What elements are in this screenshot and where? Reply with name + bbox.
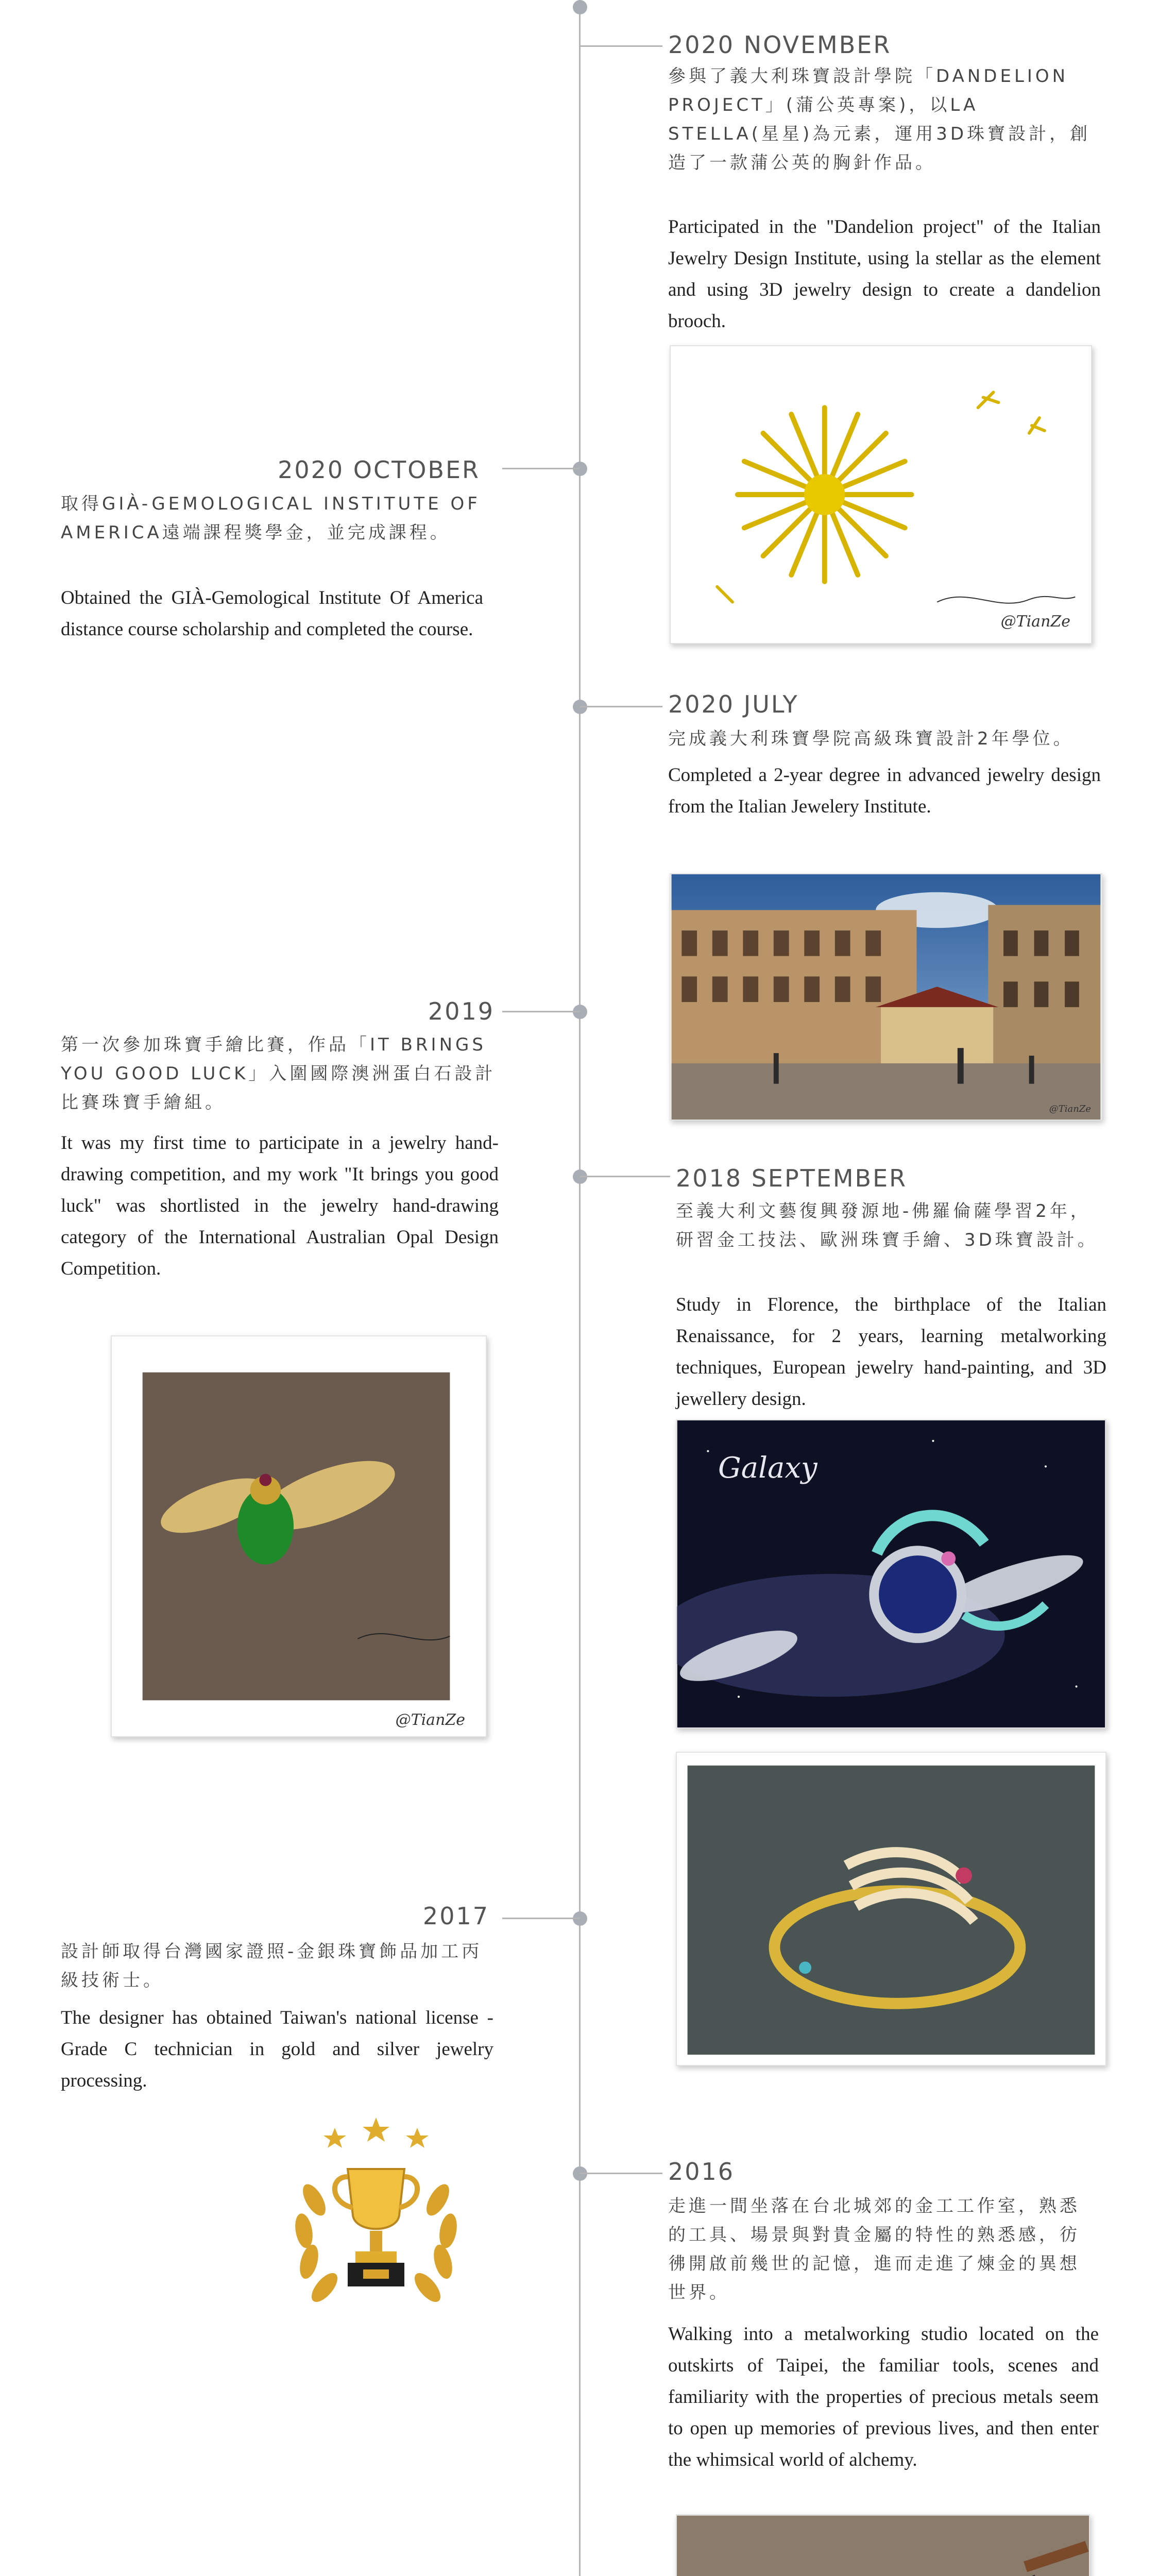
timeline-connector (580, 1176, 670, 1177)
metal-workbench-image (677, 2515, 1089, 2576)
year-heading: 2017 (422, 1902, 489, 1930)
timeline-connector (502, 468, 580, 469)
entry-text-chinese: 第一次參加珠寶手繪比賽，作品「IT BRINGS YOU GOOD LUCK」入圍國際澳洲蛋白石設計比賽珠寶手繪組。 (61, 1035, 496, 1113)
metal-workbench-photo (676, 2514, 1090, 2576)
timeline-connector (580, 2173, 662, 2174)
signature: @TianZe (395, 1711, 465, 1729)
entry-text-english: Walking into a metalworking studio located on the outskirts of Taipei, the familiar tools, scenes and familiarity with the properties of precious metals seem to open up memories of previous lives, and then enter the whimsical world of alchemy. (668, 2324, 1099, 2470)
timeline-connector (580, 45, 662, 47)
year-heading: 2016 (668, 2158, 735, 2185)
entry-text-english: The designer has obtained Taiwan's national license - Grade C technician in gold and silver jewelry processing. (61, 2007, 493, 2091)
florence-carousel-photo (670, 873, 1102, 1121)
entry-text-chinese: 完成義大利珠寶學院高級珠寶設計2年學位。 (668, 728, 1074, 749)
trophy-illustration (258, 2112, 495, 2329)
entry-text-english: Completed a 2-year degree in advanced jewelry design from the Italian Jewelery Institute. (668, 765, 1101, 817)
timeline-connector (502, 1918, 580, 1919)
dandelion-brooch-photo (670, 345, 1092, 644)
entry-text-english: Obtained the GIÀ-Gemological Institute Of America distance course scholarship and completed the course. (61, 587, 483, 640)
beetle-drawing-photo (111, 1335, 487, 1737)
trophy-icon (258, 2112, 495, 2329)
year-heading: 2020 NOVEMBER (668, 31, 892, 59)
gem-bangle-image (677, 1753, 1105, 2065)
dandelion-brooch-image (671, 346, 1091, 643)
timeline-connector (580, 706, 662, 707)
entry-text-chinese: 至義大利文藝復興發源地-佛羅倫薩學習2年，研習金工技法、歐洲珠寶手繪、3D珠寶設計。 (676, 1201, 1098, 1250)
entry-text-english: Study in Florence, the birthplace of the Italian Renaissance, for 2 years, learning metalworking techniques, European jewelry hand-painting, and 3D jewellery design. (676, 1294, 1106, 1410)
galaxy-script-text: Galaxy (718, 1451, 817, 1485)
year-heading: 2019 (428, 997, 495, 1025)
entry-text-chinese: 走進一間坐落在台北城郊的金工工作室，熟悉的工具、場景與對貴金屬的特性的熟悉感，彷彿開啟前幾世的記憶，進而走進了煉金的異想世界。 (668, 2196, 1080, 2303)
timeline-connector (502, 1011, 580, 1012)
entry-text-chinese: 參與了義大利珠寶設計學院「DANDELION PROJECT」(蒲公英專案)，以LA STELLA(星星)為元素，運用3D珠寶設計，創造了一款蒲公英的胸針作品。 (668, 66, 1091, 173)
beetle-drawing-image (112, 1336, 486, 1736)
year-heading: 2020 JULY (668, 690, 799, 718)
signature: @TianZe (1000, 613, 1070, 631)
gem-bangle-photo (676, 1752, 1106, 2066)
entry-text-english: Participated in the "Dandelion project" of the Italian Jewelry Design Institute, using la stellar as the element and using 3D jewelry design to create a dandelion brooch. (668, 216, 1101, 332)
entry-text-english: It was my first time to participate in a jewelry hand-drawing competition, and my work "It brings you good luck" was shortlisted in the jewelry hand-drawing category of the International Australian Opal Design Competition. (61, 1132, 499, 1279)
entry-text-chinese: 設計師取得台灣國家證照-金銀珠寶飾品加工丙級技術士。 (61, 1941, 483, 1991)
signature: @TianZe (1049, 1104, 1091, 1114)
florence-carousel-image (671, 874, 1101, 1120)
galaxy-watch-photo (676, 1419, 1106, 1728)
entry-text-chinese: 取得GIÀ-GEMOLOGICAL INSTITUTE OF AMERICA遠端課程獎學金，並完成課程。 (61, 494, 481, 543)
year-heading: 2020 OCTOBER (278, 456, 480, 484)
timeline-spine (579, 0, 581, 2576)
timeline-node (573, 0, 587, 14)
year-heading: 2018 SEPTEMBER (676, 1164, 908, 1192)
